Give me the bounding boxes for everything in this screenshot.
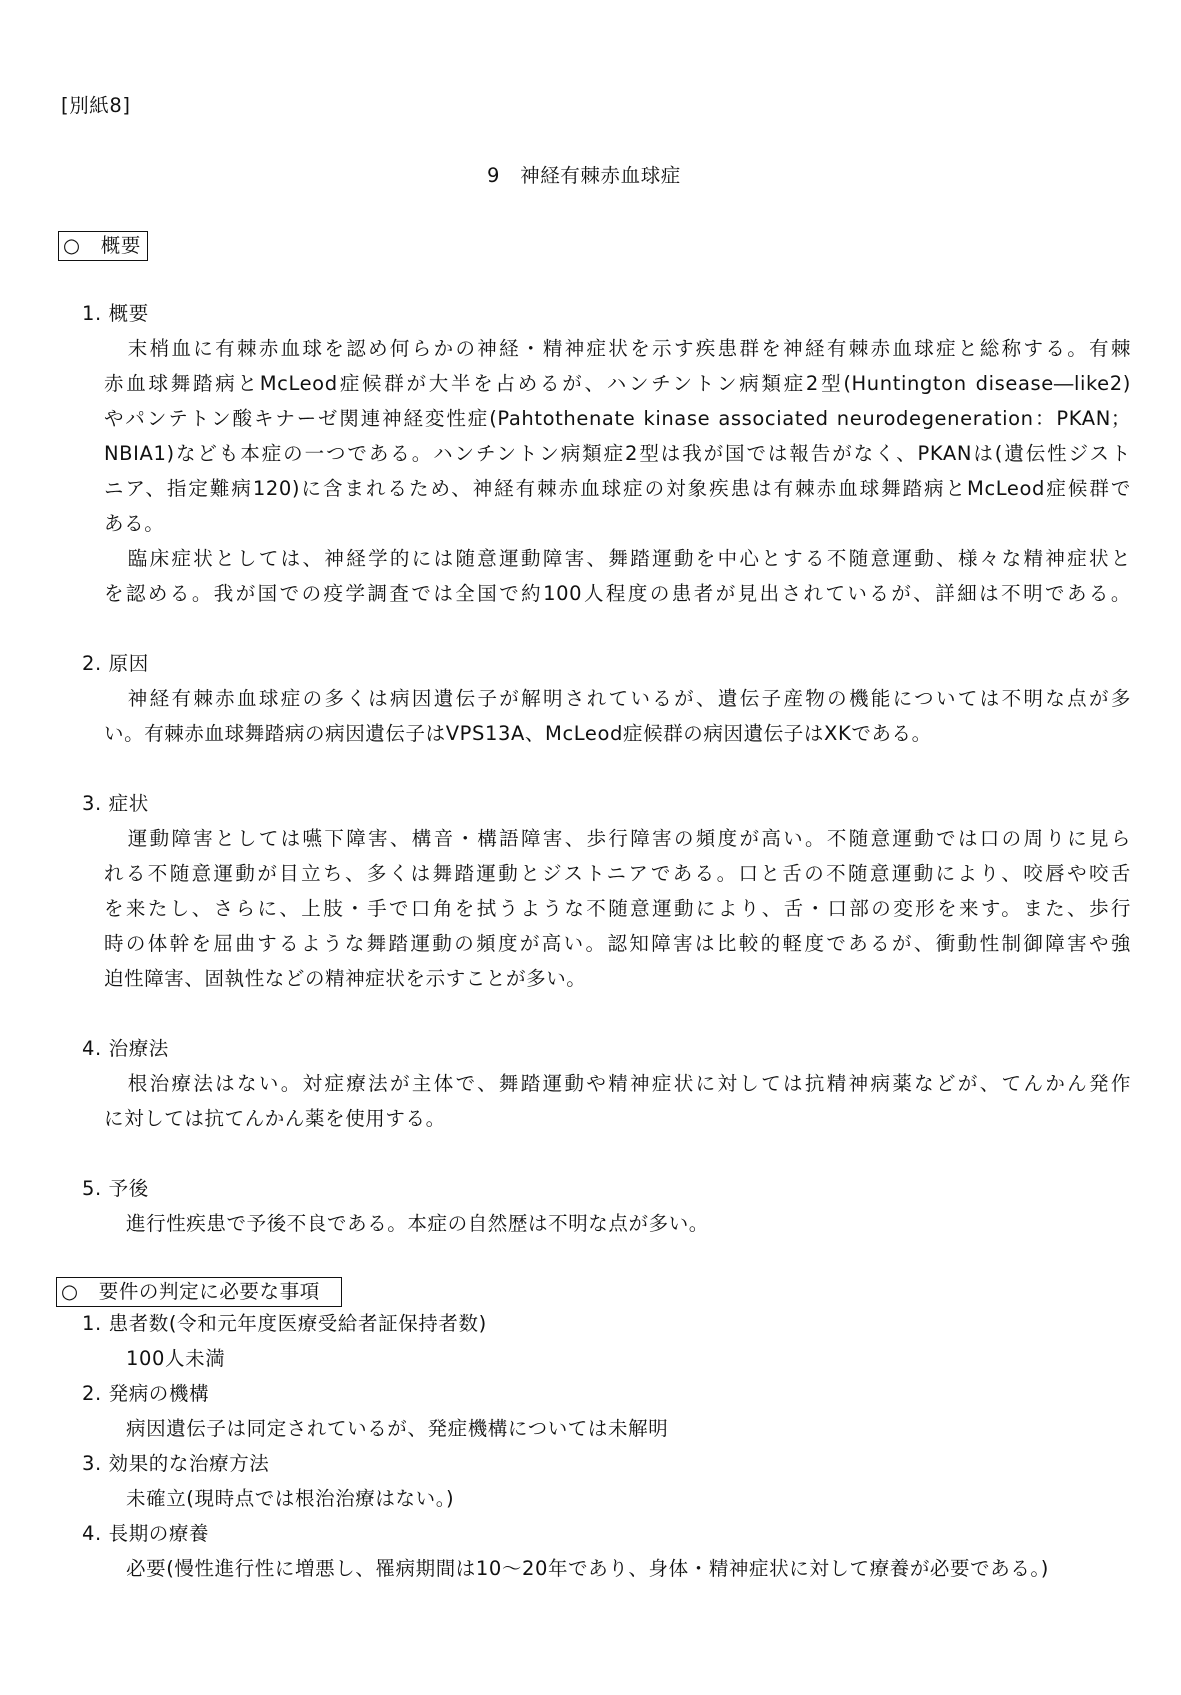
paragraph-line: 進行性疾患で予後不良である。本症の自然歴は不明な点が多い。: [126, 1212, 709, 1235]
item-heading-treatment: 4. 治療法: [82, 1037, 169, 1060]
requirement-heading: 3. 効果的な治療方法: [82, 1452, 270, 1475]
page-title: 9 神経有棘赤血球症: [487, 164, 681, 187]
paragraph-line: ある。: [104, 512, 165, 535]
paragraph-line: 赤血球舞踏病とMcLeod症候群が大半を占めるが、ハンチントン病類症2型(Huntington disease―like2): [104, 372, 1131, 395]
paragraph-line: 運動障害としては嚥下障害、構音・構語障害、歩行障害の頻度が高い。不随意運動では口の周りに見ら: [126, 827, 1131, 850]
section-heading-overview: ○ 概要: [58, 231, 148, 261]
paragraph-line: 末梢血に有棘赤血球を認め何らかの神経・精神症状を示す疾患群を神経有棘赤血球症と総称する。有棘: [126, 337, 1131, 360]
paragraph-line: 神経有棘赤血球症の多くは病因遺伝子が解明されているが、遺伝子産物の機能については不明な点が多: [126, 687, 1131, 710]
paragraph-line: れる不随意運動が目立ち、多くは舞踏運動とジストニアである。口と舌の不随意運動により、咬唇や咬舌: [104, 862, 1131, 885]
paragraph-line: い。有棘赤血球舞踏病の病因遺伝子はVPS13A、McLeod症候群の病因遺伝子はXKである。: [104, 722, 932, 745]
item-heading-cause: 2. 原因: [82, 652, 149, 675]
item-heading-overview: 1. 概要: [82, 302, 149, 325]
requirement-value: 病因遺伝子は同定されているが、発症機構については未解明: [126, 1417, 669, 1440]
item-heading-symptoms: 3. 症状: [82, 792, 149, 815]
paragraph-line: を来たし、さらに、上肢・手で口角を拭うような不随意運動により、舌・口部の変形を来す。また、歩行: [104, 897, 1131, 920]
requirement-heading: 1. 患者数(令和元年度医療受給者証保持者数): [82, 1312, 487, 1335]
attachment-label: [別紙8]: [61, 94, 131, 117]
paragraph-line: 臨床症状としては、神経学的には随意運動障害、舞踏運動を中心とする不随意運動、様々な精神症状と: [126, 547, 1131, 570]
paragraph-line: ニア、指定難病120)に含まれるため、神経有棘赤血球症の対象疾患は有棘赤血球舞踏病とMcLeod症候群で: [104, 477, 1131, 500]
requirement-value: 必要(慢性進行性に増悪し、罹病期間は10～20年であり、身体・精神症状に対して療養が必要である。): [126, 1557, 1049, 1580]
paragraph-line: 根治療法はない。対症療法が主体で、舞踏運動や精神症状に対しては抗精神病薬などが、てんかん発作: [126, 1072, 1131, 1095]
paragraph-line: やパンテトン酸キナーゼ関連神経変性症(Pahtothenate kinase associated neurodegeneration：PKAN；: [104, 407, 1131, 430]
requirement-value: 未確立(現時点では根治治療はない。): [126, 1487, 455, 1510]
paragraph-line: 時の体幹を屈曲するような舞踏運動の頻度が高い。認知障害は比較的軽度であるが、衝動性制御障害や強: [104, 932, 1131, 955]
requirement-heading: 4. 長期の療養: [82, 1522, 210, 1545]
paragraph-line: に対しては抗てんかん薬を使用する。: [104, 1107, 446, 1130]
paragraph-line: 迫性障害、固執性などの精神症状を示すことが多い。: [104, 967, 587, 990]
paragraph-line: NBIA1)なども本症の一つである。ハンチントン病類症2型は我が国では報告がなく、PKANは(遺伝性ジスト: [104, 442, 1131, 465]
section-heading-requirements: ○ 要件の判定に必要な事項: [56, 1277, 342, 1307]
paragraph-line: を認める。我が国での疫学調査では全国で約100人程度の患者が見出されているが、詳細は不明である。: [104, 582, 1131, 605]
item-heading-prognosis: 5. 予後: [82, 1177, 149, 1200]
requirement-value: 100人未満: [126, 1347, 226, 1370]
requirement-heading: 2. 発病の機構: [82, 1382, 210, 1405]
